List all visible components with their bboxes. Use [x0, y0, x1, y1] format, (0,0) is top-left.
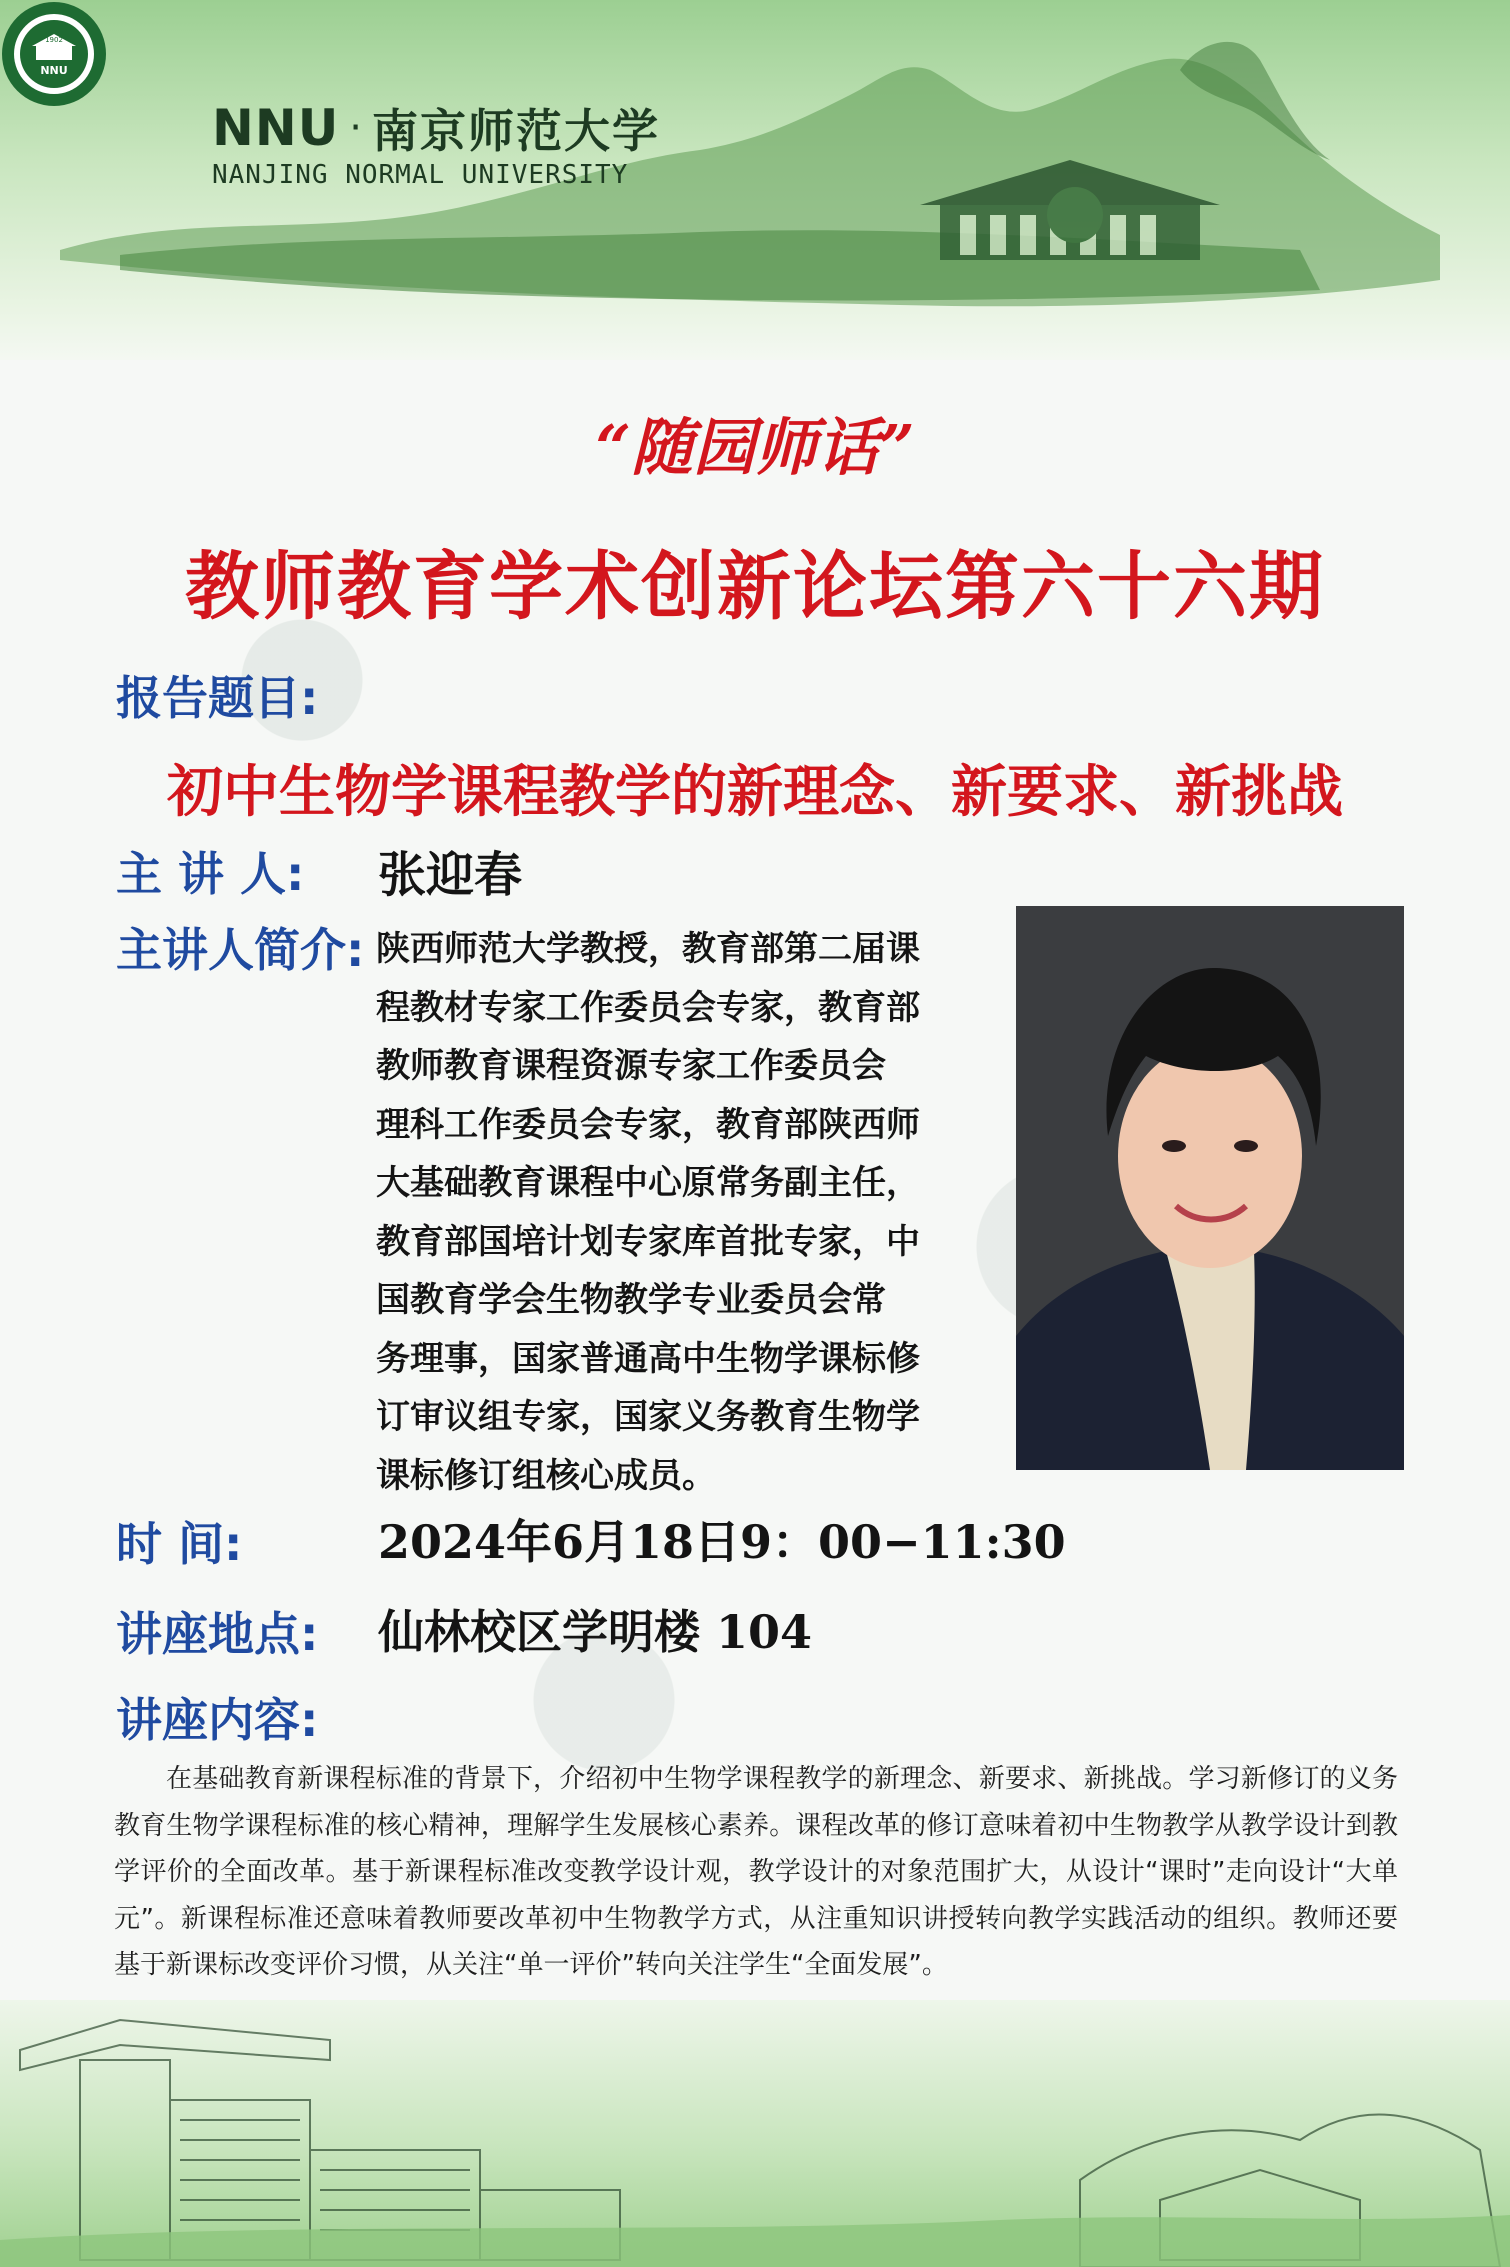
time-value: 2024年6月18日9：00−11:30	[378, 1515, 1066, 1569]
header-banner	[0, 0, 1510, 360]
bio-label: 主讲人简介:	[116, 923, 365, 977]
emblem-abbr: NNU	[40, 64, 68, 77]
speaker-portrait-image	[1016, 906, 1404, 1470]
university-emblem-icon	[0, 0, 108, 108]
brand-abbr: NNU	[212, 99, 340, 157]
report-title-label: 报告题目:	[116, 671, 319, 725]
speaker-label: 主 讲 人:	[116, 847, 305, 901]
brand-chinese-name: 南京师范大学	[372, 104, 661, 158]
brand-separator: ·	[349, 105, 363, 151]
speaker-photo	[1016, 906, 1404, 1470]
lecture-content: 在基础教育新课程标准的背景下，介绍初中生物学课程教学的新理念、新要求、新挑战。学习新修订的义务教育生物学课程标准的核心精神，理解学生发展核心素养。课程改革的修订意味着初中生物教学从教学设计到教学评价的全面改革。基于新课程标准改变教学设计观，教学设计的对象范围扩大，从设计“课时”走向设计“大单元”。新课程标准还意味着教师要改革初中生物教学方式，从注重知识讲授转向教学实践活动的组织。教师还要基于新课标改变评价习惯，从关注“单一评价”转向关注学生“全面发展”。	[114, 1764, 1398, 1980]
time-label: 时 间:	[116, 1517, 243, 1571]
report-title: 初中生物学课程教学的新理念、新要求、新挑战	[167, 759, 1343, 825]
campus-building-illustration	[0, 2000, 1510, 2267]
emblem-year: 1902	[45, 36, 63, 44]
forum-title: 教师教育学术创新论坛第六十六期	[185, 544, 1325, 630]
series-name: “随园师话”	[595, 411, 915, 484]
location-value: 仙林校区学明楼 104	[378, 1605, 813, 1659]
location-label: 讲座地点:	[116, 1607, 319, 1661]
content-label: 讲座内容:	[116, 1693, 319, 1747]
brand-line	[212, 98, 660, 158]
speaker-name: 张迎春	[378, 847, 523, 903]
footer-banner	[0, 2000, 1510, 2267]
speaker-bio: 陕西师范大学教授，教育部第二届课 程教材专家工作委员会专家，教育部 教师教育课程资源专家工作委员会 理科工作委员会专家，教育部陕西师 大基础教育课程中心原常务副主任， 教育部国培计划专家库首批专家，中 国教育学会生物教学专业委员会常 务理事，国家普通高中生物学课标修 订审议组专家，国家义务教育生物学 课标修订组核心成员。	[376, 929, 920, 1496]
brand-english-name: NANJING NORMAL UNIVERSITY	[212, 160, 629, 190]
